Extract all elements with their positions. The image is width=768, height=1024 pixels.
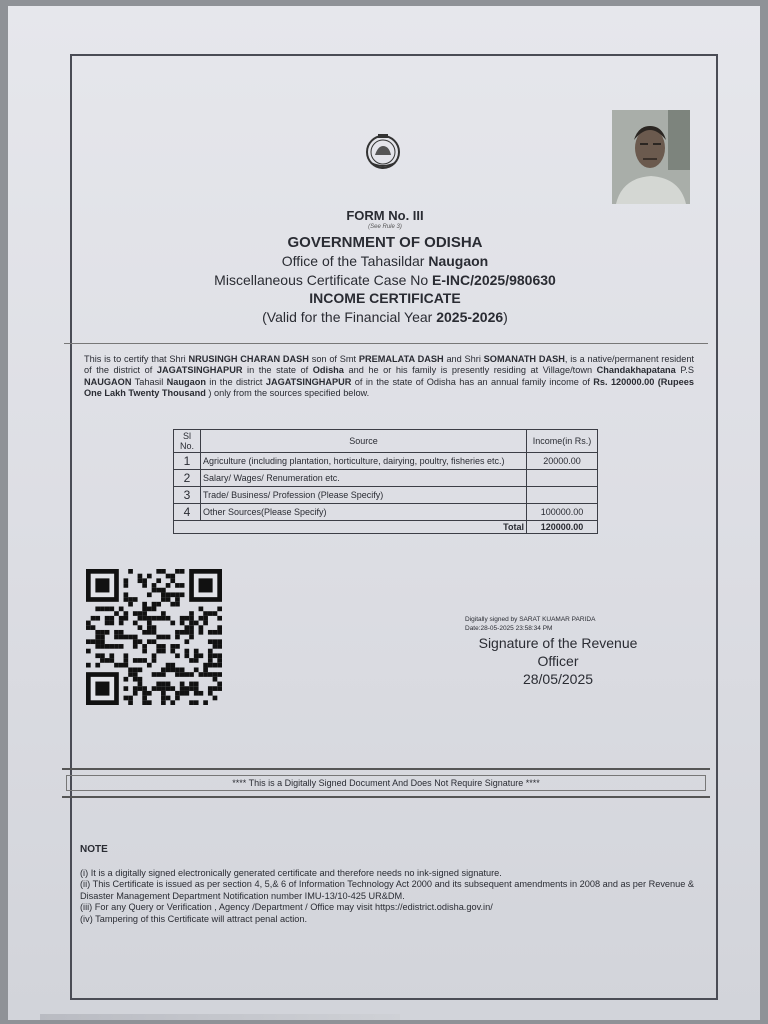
row-sl: 1 xyxy=(174,453,201,470)
qr-code-icon xyxy=(86,569,222,705)
total-value: 120000.00 xyxy=(527,521,598,534)
row-income: 20000.00 xyxy=(527,453,598,470)
table-total-row xyxy=(174,521,598,534)
banner-text: **** This is a Digitally Signed Document And Does Not Require Signature **** xyxy=(66,775,706,791)
table-row xyxy=(174,487,598,504)
row-income xyxy=(527,470,598,487)
note-list xyxy=(80,868,700,925)
see-rule: (See Rule 3) xyxy=(368,224,402,230)
row-source: Agriculture (including plantation, horticulture, dairying, poultry, fisheries etc.) xyxy=(201,453,527,470)
next-page-edge xyxy=(40,1014,400,1020)
signature-date: 28/05/2025 xyxy=(522,671,594,687)
digital-signed-by: Digitally signed by SARAT KUAMAR PARIDA xyxy=(465,616,596,623)
table-header-row xyxy=(174,430,598,453)
digital-signed-date: Date:28-05-2025 23:58:34 PM xyxy=(465,625,553,632)
form-number: FORM No. III xyxy=(346,208,424,223)
odisha-emblem-icon xyxy=(363,131,403,171)
table-row xyxy=(174,470,598,487)
applicant-photo xyxy=(612,110,690,204)
office-line: Office of the Tahasildar Naugaon xyxy=(281,253,489,269)
header-sl-no: Sl No. xyxy=(174,430,201,453)
signature-block xyxy=(470,634,646,688)
table-row xyxy=(174,453,598,470)
certificate-title: INCOME CERTIFICATE xyxy=(309,290,461,306)
total-label: Total xyxy=(174,521,527,534)
validity-line: (Valid for the Financial Year 2025-2026) xyxy=(262,309,508,325)
row-sl: 2 xyxy=(174,470,201,487)
row-sl: 4 xyxy=(174,504,201,521)
note-item: (i) It is a digitally signed electronically generated certificate and therefore needs no ink-signed signature. xyxy=(80,868,502,878)
income-sources-table xyxy=(173,429,598,534)
row-sl: 3 xyxy=(174,487,201,504)
signature-label: Signature of the Revenue Officer xyxy=(478,635,638,669)
note-title: NOTE xyxy=(80,844,108,855)
government-title: GOVERNMENT OF ODISHA xyxy=(287,234,483,251)
header-income: Income(in Rs.) xyxy=(527,430,598,453)
digital-signed-banner xyxy=(62,768,710,798)
note-item: (iii) For any Query or Verification , Agency /Department / Office may visit https://edistrict.odisha.gov.in/ xyxy=(80,902,493,913)
digital-signature-block xyxy=(465,615,595,633)
table-row xyxy=(174,504,598,521)
row-source: Salary/ Wages/ Renumeration etc. xyxy=(201,470,527,487)
note-item: (ii) This Certificate is issued as per section 4, 5,& 6 of Information Technology Act 2000 and its subsequent amendments in 2008 and as per Revenue & Disaster Management Department Notification number IMU-13/10-425 UR&DM. xyxy=(80,879,695,901)
row-income xyxy=(527,487,598,504)
row-source: Trade/ Business/ Profession (Please Specify) xyxy=(201,487,527,504)
row-income: 100000.00 xyxy=(527,504,598,521)
header-divider xyxy=(64,343,708,344)
case-number-line: Miscellaneous Certificate Case No E-INC/2025/980630 xyxy=(214,272,556,288)
header-source: Source xyxy=(201,430,527,453)
row-source: Other Sources(Please Specify) xyxy=(201,504,527,521)
note-item: (iv) Tampering of this Certificate will attract penal action. xyxy=(80,913,308,924)
certification-paragraph: This is to certify that Shri NRUSINGH CHARAN DASH son of Smt PREMALATA DASH and Shri SOMANATH DASH, is a native/permanent resident of the district of JAGATSINGHAPUR in the state of Odisha and he or his family is presently residing at Village/town Chandakhapatana P.S NAUGAON Tahasil Naugaon in the district JAGATSINGHAPUR of in the state of Odisha has an annual family income of Rs. 120000.00 (Rupees One Lakh Twenty Thousand ) only from the sources specified below. xyxy=(84,354,694,399)
